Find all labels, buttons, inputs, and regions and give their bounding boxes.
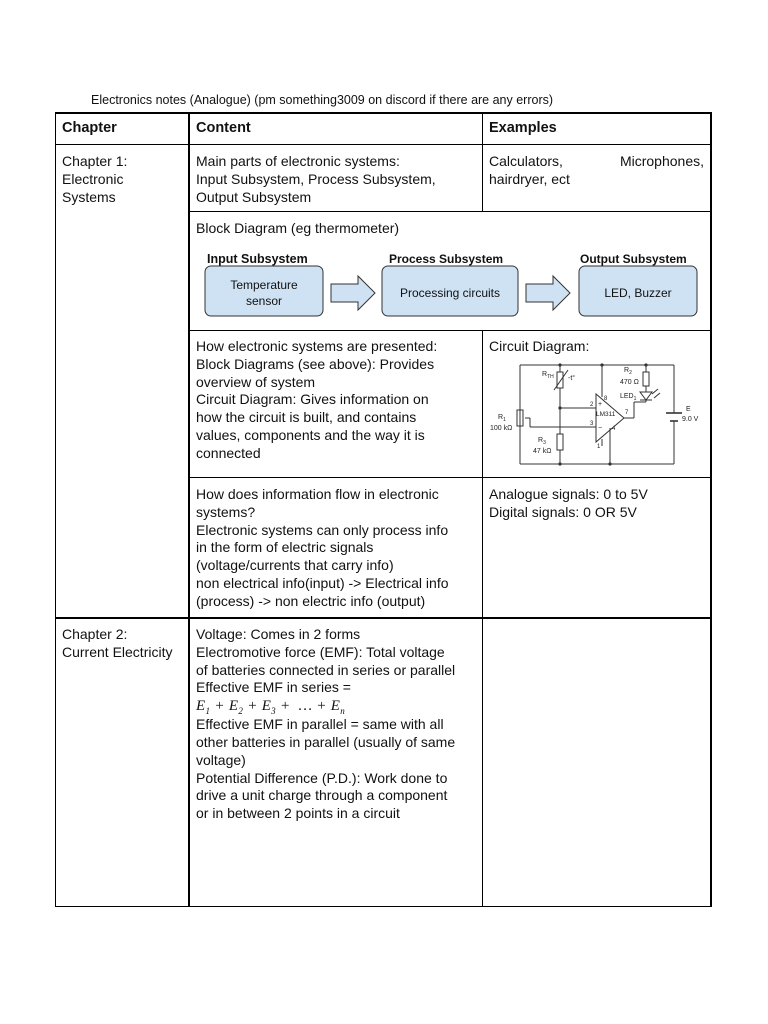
row-divider-3 — [188, 477, 712, 478]
chapter-1-line: Electronic — [62, 170, 124, 187]
header-content: Content — [196, 120, 251, 136]
theta-label: -t° — [568, 375, 576, 382]
r3-label: $R_3$ — [538, 437, 546, 446]
table-border-left — [55, 112, 56, 907]
ch1-presentation-content — [196, 338, 437, 463]
text-line: Block Diagrams (see above): Provides — [196, 355, 435, 372]
table-border-bottom — [55, 906, 712, 907]
pin-4: 4 — [612, 426, 616, 432]
text-line: (process) -> non electric info (output) — [196, 592, 426, 609]
document-title: Electronics notes (Analogue) (pm something3009 on discord if there are any errors) — [91, 93, 554, 107]
text-line: Calculators, — [489, 153, 563, 169]
text-line: Voltage: Comes in 2 forms — [196, 626, 361, 642]
text-line: systems? — [196, 503, 256, 520]
text-line: or in between 2 points in a circuit — [196, 805, 400, 822]
process-subsystem-label: Process Subsystem — [389, 252, 504, 266]
chapter-divider — [55, 617, 712, 619]
chapter-1-line: Chapter 1: — [62, 153, 128, 169]
text-line: Microphones, — [619, 153, 704, 169]
table-border-right — [710, 112, 712, 907]
rth-label: $R_{TH}$ — [542, 371, 554, 380]
arrow-right-icon — [526, 276, 570, 310]
pin-7: 7 — [625, 410, 629, 416]
row-divider-1 — [188, 211, 712, 212]
text-line: voltage) — [196, 751, 246, 768]
table-header-divider — [55, 144, 712, 145]
text-line: drive a unit charge through a component — [196, 787, 448, 804]
battery-label: E — [686, 406, 691, 413]
text-line: in the form of electric signals — [196, 539, 374, 556]
arrow-right-icon — [331, 276, 375, 310]
table-divider-chapter — [188, 112, 190, 907]
input-subsystem-label: Input Subsystem — [207, 252, 308, 266]
text-line: Output Subsystem — [196, 188, 312, 205]
text-line: Analogue signals: 0 to 5V — [489, 486, 648, 502]
ic-label: LM311 — [596, 411, 616, 418]
pin-8: 8 — [604, 396, 608, 402]
text-line: connected — [196, 444, 261, 461]
led-label: $LED_1$ — [620, 393, 637, 402]
chapter-1-line: Systems — [62, 188, 116, 205]
pin-3: 3 — [590, 421, 594, 427]
text-line: Electromotive force (EMF): Total voltage — [196, 643, 445, 660]
pin-2: 2 — [590, 402, 594, 408]
text-line: Main parts of electronic systems: — [196, 153, 400, 169]
r1-value: 100 kΩ — [490, 425, 513, 432]
ch2-content — [196, 626, 455, 823]
op-amp-minus: − — [598, 425, 603, 432]
text-line: non electrical info(input) -> Electrical info — [196, 574, 449, 591]
chapter-1-label — [62, 153, 127, 206]
emf-series-formula: $E_1 + E_2 + E_3$ + … + $E_n$ — [196, 698, 346, 717]
input-box-line: Temperature — [230, 278, 298, 292]
ch1-main-parts-examples — [489, 153, 704, 189]
text-line: other batteries in parallel (usually of same — [196, 733, 456, 750]
text-line: Effective EMF in parallel = same with all — [196, 716, 444, 733]
text-line: how the circuit is built, and contains — [196, 409, 417, 426]
op-amp-plus: + — [598, 401, 603, 408]
ch1-information-flow-content — [196, 486, 449, 611]
row-divider-2 — [188, 330, 712, 331]
text-line: hairdryer, ect — [489, 170, 570, 187]
r2-value: 470 Ω — [620, 379, 639, 386]
process-box-text: Processing circuits — [399, 286, 501, 300]
pin-1: 1 — [597, 444, 601, 450]
text-line: (voltage/currents that carry info) — [196, 557, 394, 574]
battery-value: 9.0 V — [682, 416, 699, 423]
text-line: Electronic systems can only process info — [196, 521, 449, 538]
output-box-text: LED, Buzzer — [604, 286, 672, 300]
r1-label: $R_1$ — [498, 414, 506, 423]
input-box-line: sensor — [245, 294, 283, 308]
circuit-diagram-title: Circuit Diagram: — [489, 338, 590, 354]
ch1-signals-examples — [489, 486, 648, 522]
ch1-main-parts-content — [196, 153, 436, 206]
chapter-2-line: Chapter 2: — [62, 626, 128, 642]
text-line: Effective EMF in series = — [196, 679, 351, 696]
r2-label: $R_2$ — [624, 367, 632, 376]
block-diagram — [196, 244, 706, 324]
text-line: How does information flow in electronic — [196, 486, 439, 502]
text-line: How electronic systems are presented: — [196, 338, 438, 354]
header-chapter: Chapter — [62, 120, 117, 136]
text-line: Potential Difference (P.D.): Work done to — [196, 769, 448, 786]
text-line: Digital signals: 0 OR 5V — [489, 503, 637, 520]
circuit-diagram — [484, 358, 708, 472]
output-subsystem-label: Output Subsystem — [580, 252, 687, 266]
header-examples: Examples — [489, 120, 557, 136]
examples-line — [489, 153, 704, 171]
chapter-2-line: Current Electricity — [62, 643, 173, 660]
text-line: overview of system — [196, 373, 316, 390]
table-divider-examples-1 — [482, 112, 483, 212]
chapter-2-label — [62, 626, 172, 662]
text-line: Input Subsystem, Process Subsystem, — [196, 170, 436, 187]
text-line: values, components and the way it is — [196, 426, 425, 443]
r3-value: 47 kΩ — [533, 448, 552, 455]
text-line: Circuit Diagram: Gives information on — [196, 391, 429, 408]
text-line: of batteries connected in series or parallel — [196, 661, 456, 678]
table-border-top — [55, 112, 712, 114]
block-diagram-title: Block Diagram (eg thermometer) — [196, 220, 400, 236]
